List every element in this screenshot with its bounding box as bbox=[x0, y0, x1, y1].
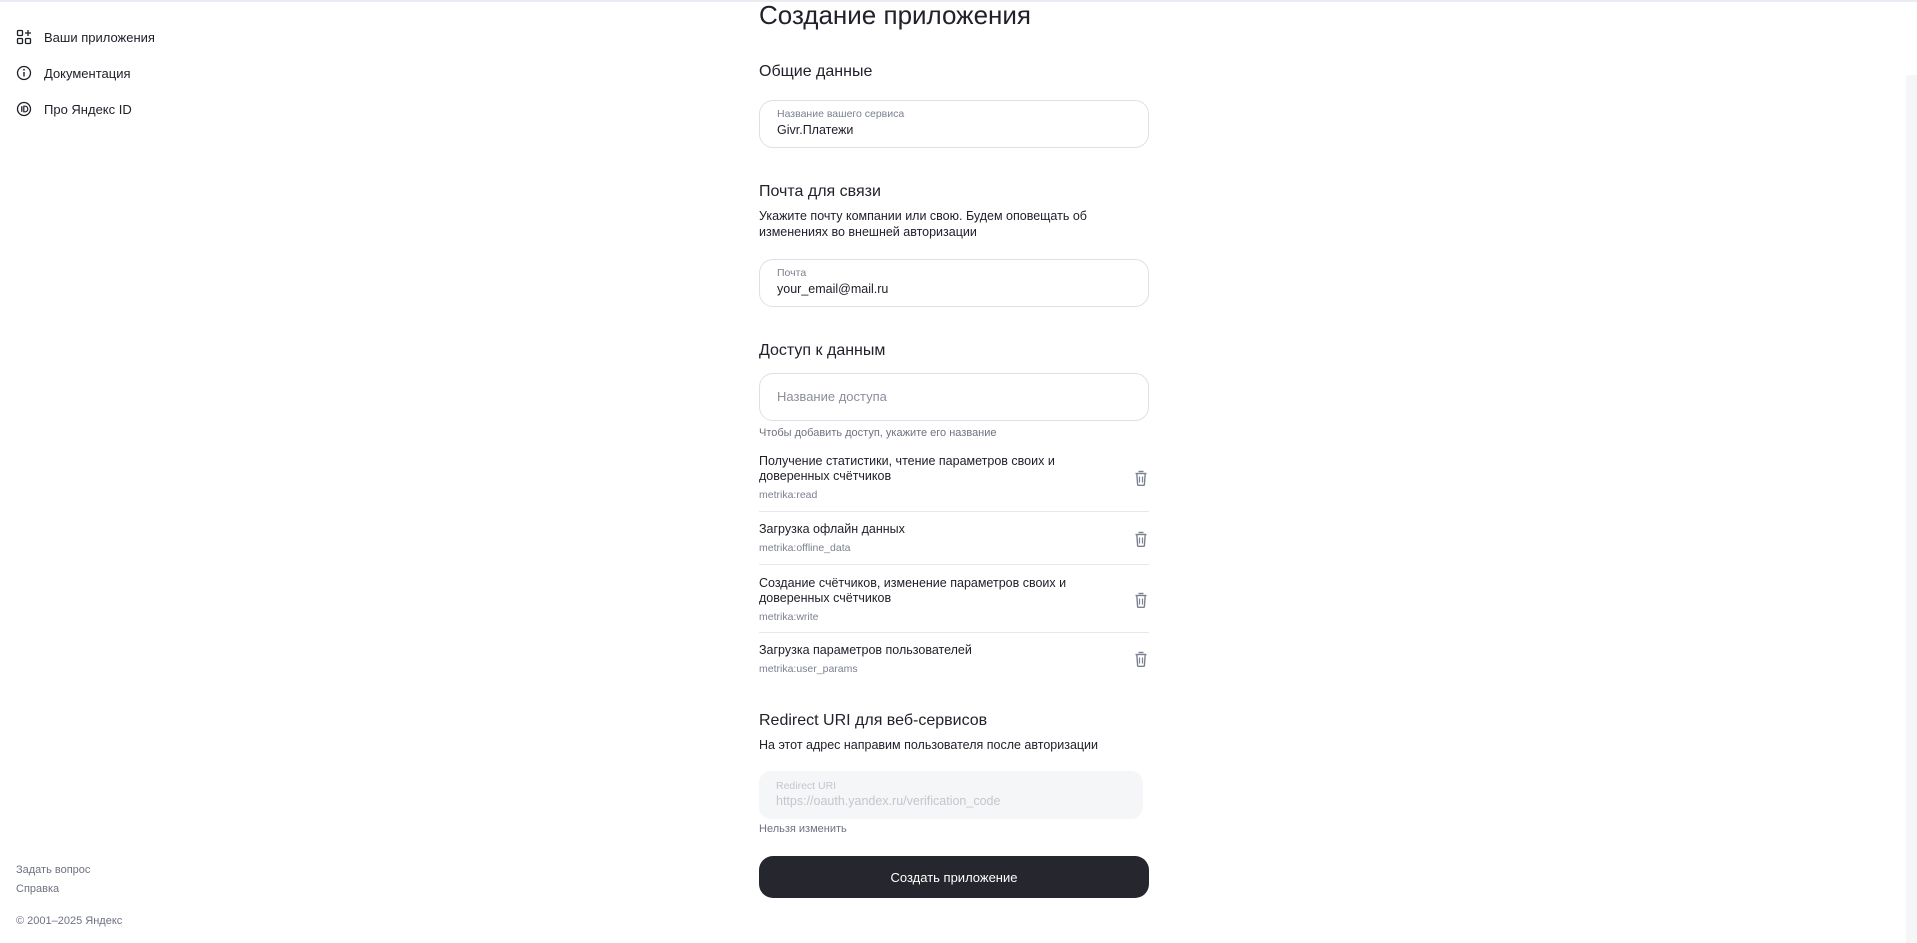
service-name-value: Givr.Платежи bbox=[777, 123, 854, 137]
ask-question-link[interactable]: Задать вопрос bbox=[16, 864, 91, 876]
general-heading: Общие данные bbox=[759, 63, 873, 80]
trash-icon[interactable] bbox=[1133, 530, 1149, 548]
access-item-code: metrika:user_params bbox=[759, 663, 858, 675]
scrollbar-track[interactable] bbox=[1906, 75, 1917, 943]
sidebar-item-label: Ваши приложения bbox=[44, 29, 155, 45]
access-item-title: Создание счётчиков, изменение параметров своих и доверенных счётчиков bbox=[759, 576, 1067, 605]
service-name-field[interactable] bbox=[759, 100, 1149, 148]
access-item-code: metrika:offline_data bbox=[759, 542, 851, 554]
trash-icon[interactable] bbox=[1133, 650, 1149, 668]
access-item-code: metrika:write bbox=[759, 611, 819, 623]
contact-heading: Почта для связи bbox=[759, 183, 881, 200]
sidebar-item-docs[interactable] bbox=[16, 62, 131, 84]
redirect-heading: Redirect URI для веб-сервисов bbox=[759, 712, 988, 729]
sidebar-item-apps[interactable] bbox=[16, 26, 155, 48]
divider bbox=[759, 511, 1149, 512]
access-item-title: Загрузка офлайн данных bbox=[759, 522, 905, 536]
access-name-placeholder: Название доступа bbox=[777, 389, 887, 404]
copyright: © 2001–2025 Яндекс bbox=[16, 915, 123, 927]
access-item-code: metrika:read bbox=[759, 489, 818, 501]
redirect-hint: Нельзя изменить bbox=[759, 823, 847, 835]
sidebar-item-label: Про Яндекс ID bbox=[44, 101, 132, 117]
sidebar-item-about-id[interactable] bbox=[16, 98, 132, 120]
access-name-input[interactable] bbox=[759, 373, 1149, 421]
divider bbox=[759, 632, 1149, 633]
email-label: Почта bbox=[777, 267, 807, 279]
help-link[interactable]: Справка bbox=[16, 883, 60, 895]
sidebar-item-label: Документация bbox=[44, 65, 131, 81]
email-field[interactable] bbox=[759, 259, 1149, 307]
sidebar bbox=[0, 0, 260, 943]
access-hint: Чтобы добавить доступ, укажите его название bbox=[759, 427, 997, 439]
create-app-button[interactable]: Создать приложение bbox=[759, 856, 1149, 898]
access-heading: Доступ к данным bbox=[759, 342, 886, 359]
apps-add-icon bbox=[16, 29, 32, 45]
email-value: your_email@mail.ru bbox=[777, 282, 889, 296]
id-icon bbox=[16, 101, 32, 117]
access-item-title: Загрузка параметров пользователей bbox=[759, 643, 972, 657]
trash-icon[interactable] bbox=[1133, 591, 1149, 609]
trash-icon[interactable] bbox=[1133, 469, 1149, 487]
redirect-description: На этот адрес направим пользователя после авторизации bbox=[759, 738, 1099, 752]
access-item-title: Получение статистики, чтение параметров своих и доверенных счётчиков bbox=[759, 454, 1055, 483]
page-title: Создание приложения bbox=[759, 0, 1031, 30]
redirect-uri-value: https://oauth.yandex.ru/verification_code bbox=[776, 794, 1001, 808]
contact-description: Укажите почту компании или свою. Будем оповещать об изменениях во внешней авторизации bbox=[759, 209, 1087, 239]
info-icon bbox=[16, 65, 32, 81]
redirect-uri-field bbox=[759, 771, 1143, 819]
redirect-uri-label: Redirect URI bbox=[776, 780, 837, 792]
service-name-label: Название вашего сервиса bbox=[777, 108, 905, 120]
divider bbox=[759, 564, 1149, 565]
